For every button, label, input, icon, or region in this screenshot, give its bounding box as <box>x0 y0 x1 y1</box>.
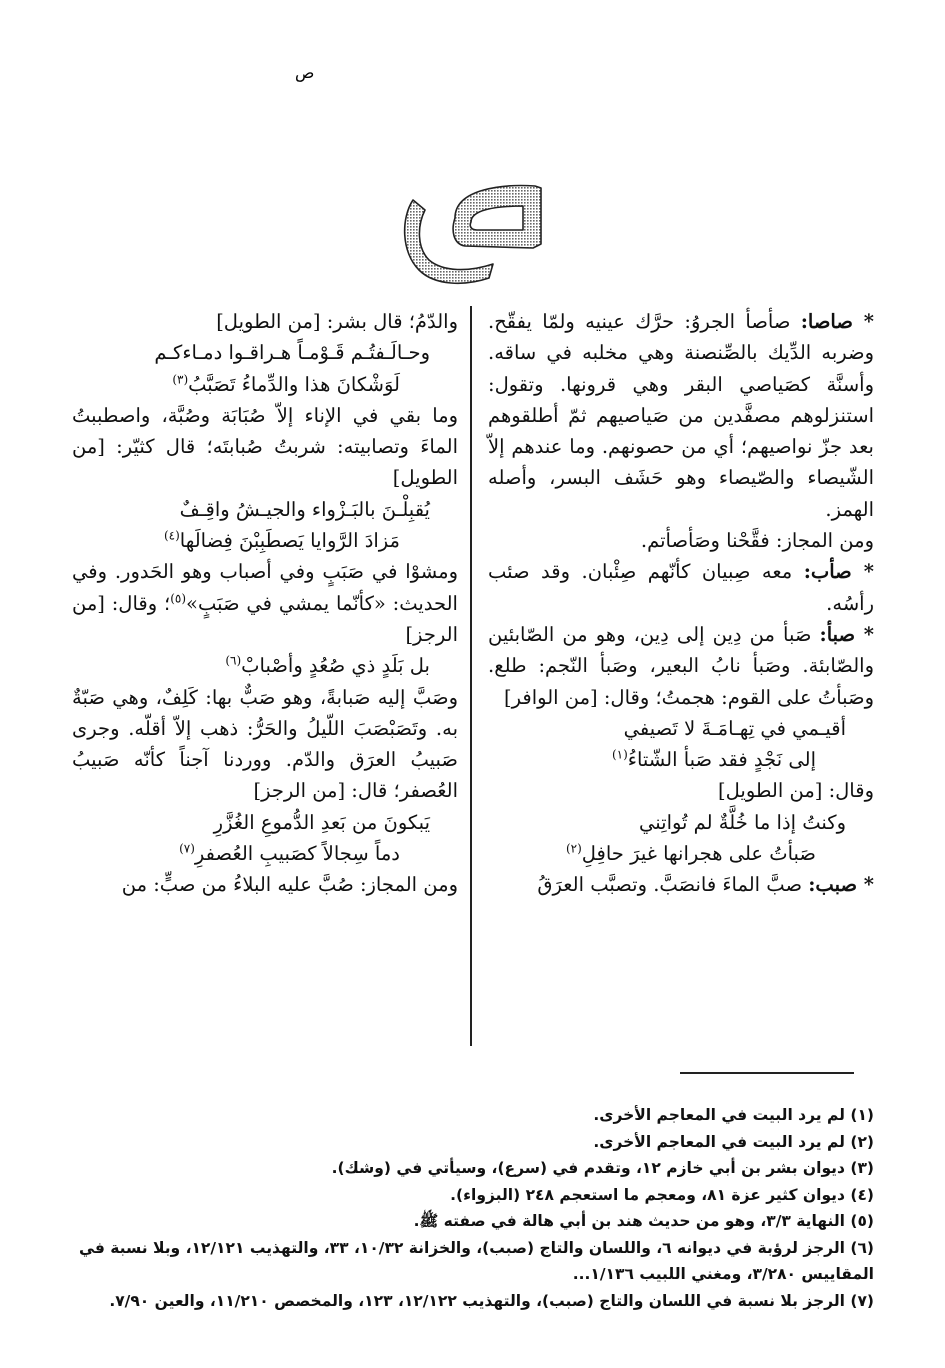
right-column <box>488 306 874 901</box>
footnote: (٤) ديوان كثير عزة ٨١، ومعجم ما استعجم ٢٤٨ (البزواء). <box>450 1185 874 1204</box>
verse-line <box>488 807 874 838</box>
entry-text: ومن المجاز: فقَّحْنا وصَأصأتم. <box>640 529 874 553</box>
footnote: (٧) الرجز بلا نسبة في اللسان والتاج (صبب)، والتهذيب ١٢/١٢٢، ١٢٣، والمخصص ١١/٢١٠، والعين ٧/٩٠. <box>109 1291 874 1310</box>
paragraph <box>72 306 458 337</box>
entry-headword: * صبأ: <box>819 622 874 646</box>
paragraph <box>72 556 458 650</box>
verse-line <box>488 744 874 775</box>
footnote-ref: (٣) <box>172 372 189 387</box>
footnote-ref: (٥) <box>170 591 187 606</box>
verse-line <box>72 650 458 681</box>
section-letter: ص <box>295 63 315 82</box>
entry-text: إلى نَجْدٍ فقد صَبأ الشّتاءُ <box>627 748 816 772</box>
entry-text: صبَّ الماءَ فانصَبَّ. وتصبَّب العرَقُ <box>537 873 803 897</box>
entry-text: يَبكونَ من بَعدِ الدُّموعِ الغُزَّرِ <box>213 810 430 834</box>
column-divider <box>470 306 472 1046</box>
verse-line <box>72 838 458 869</box>
left-column <box>72 306 458 901</box>
footnotes <box>72 1102 874 1314</box>
entry-text: ؛ وقال: [من الرجز] <box>72 591 458 646</box>
footnote-divider <box>680 1072 854 1074</box>
footnote-ref: (٤) <box>163 528 180 543</box>
verse-line <box>72 337 458 368</box>
entry-text: صأصأ الجروُ: حرَّك عينيه ولمّا يفقّح. وضربه الدِّيك بالصِّنصنة وهي مخلبه في ساقه. وأسنَّة كصَياصي البقر وهي قرونها. وتقول: استنزلوهم مصفَّدين من صَياصيهم ثمّ أطلقوهم بعد جزّ نواصيهم؛ أي من حصونهم. وما عندهم إلاّ الشّيصاء والصّيصاء وهو حَشَف البسر، وأصله الهمز. <box>488 310 874 521</box>
footnote-ref: (٢) <box>565 841 582 856</box>
footnote-ref: (٦) <box>225 653 242 668</box>
paragraph <box>72 869 458 900</box>
entry-headword: * صأب: <box>803 560 874 584</box>
paragraph <box>488 556 874 619</box>
entry-text: دماً سِجالاً كصَبيبِ العُصفرِ <box>194 842 400 866</box>
footnote: (٢) لم يرد البيت في المعاجم الأخرى. <box>593 1132 874 1151</box>
verse-line <box>488 713 874 744</box>
footnote: (٥) النهاية ٣/٣، وهو من حديث هند بن أبي هالة في صفته ﷺ. <box>413 1212 874 1230</box>
verse-line <box>72 525 458 556</box>
footnote: (٦) الرجز لرؤبة في ديوانه ٦، واللسان والتاج (صبب)، والخزانة ١٠/٣٢، ٣٣، والتهذيب ١٢/١٢١، وبلا نسبة في المقاييس ٣/٢٨٠، ومغني اللبيب ١/١٣٦... <box>79 1238 874 1283</box>
footnote: (٣) ديوان بشر بن أبي خازم ١٢، وتقدم في (سرع)، وسيأتي في (وشك). <box>331 1159 874 1177</box>
paragraph <box>72 400 458 494</box>
section-letter-sad-glyph <box>295 63 555 290</box>
entry-text: والدّمُ؛ قال بشر: [من الطويل] <box>216 310 458 333</box>
paragraph <box>488 775 874 806</box>
paragraph <box>72 682 458 807</box>
verse-line <box>72 494 458 525</box>
entry-text: مَزادَ الرَّوايا يَصطَبِبْنَ فِضالَها <box>179 529 400 553</box>
entry-text: يُقبِلْـنَ بالبَـزْواء والجيـشُ واقِـفٌ <box>179 497 430 521</box>
paragraph <box>488 619 874 713</box>
entry-text: ومن المجاز: صُبَّ عليه البلاءُ من صبٍّ: من <box>121 873 458 897</box>
entry-text: وكنتُ إذا ما خُلَّةٌ لم تُواتِني <box>639 810 846 834</box>
entry-text: وقال: [من الطويل] <box>718 779 874 803</box>
paragraph <box>488 525 874 556</box>
verse-line <box>72 807 458 838</box>
entry-text: معه صِبيان كأنّهم صِئْبان. وقد صئب رأسُه. <box>488 560 874 615</box>
entry-text: بل بَلَدٍ ذي صُعُدٍ وأصْبابْ <box>241 654 430 678</box>
entry-text: صَبأ من دِين إلى دِين، وهو من الصّابئين والصّابئة. وصَبأ نابُ البعير، وصَبأ النّجم: طلع. وصَبأتُ على القوم: هجمتُ؛ وقال: [من الوافر] <box>488 622 874 709</box>
verse-line <box>72 369 458 400</box>
entry-text: لَوَشْكانَ هذا والدِّماءُ تَصَبَّبُ <box>188 372 400 396</box>
verse-line <box>488 838 874 869</box>
paragraph <box>488 869 874 900</box>
entry-text: وما بقي في الإناء إلاّ صُبَابَة وصُبَّة، واصطببتُ الماءَ وتصابيته: شربتُ صُبابتَه؛ قال كثيّر: [من الطويل] <box>72 403 458 490</box>
entry-text: وحـالَـفتُـم قَـوْمـاً هـراقـوا دمـاءكـم <box>154 341 430 365</box>
footnote-ref: (١) <box>611 747 628 762</box>
entry-text: صَبأتُ على هجرانها غيرَ حافِلِ <box>581 842 816 866</box>
footnote: (١) لم يرد البيت في المعاجم الأخرى. <box>593 1106 874 1124</box>
entry-text: أقيـمي في تِهـامَـةَ لا تَصيفي <box>623 716 846 740</box>
entry-headword: * صبب: <box>808 873 874 897</box>
entry-text: ومشوْا في صَبَبٍ وفي أصباب وهو الحَدور. وفي الحديث: «كأنّما يمشي في صَبَبٍ» <box>72 560 458 615</box>
paragraph <box>488 306 874 525</box>
entry-headword: * صاصا: <box>800 310 874 333</box>
entry-text: وصَبَّ إليه صَبابةً، وهو صَبٌّ بها: كَلِفٌ، وهي صَبّةٌ به. وتَصَبْصَبَ اللّيلُ والحَرُّ: ذهب إلاّ أقلّه. وجرى صَبيبُ العرَق والدّم. ووردنا آجناً كأنّه صَبيبُ العُصفر؛ قال: [من الرجز] <box>72 685 458 803</box>
footnote-ref: (٧) <box>179 841 195 856</box>
